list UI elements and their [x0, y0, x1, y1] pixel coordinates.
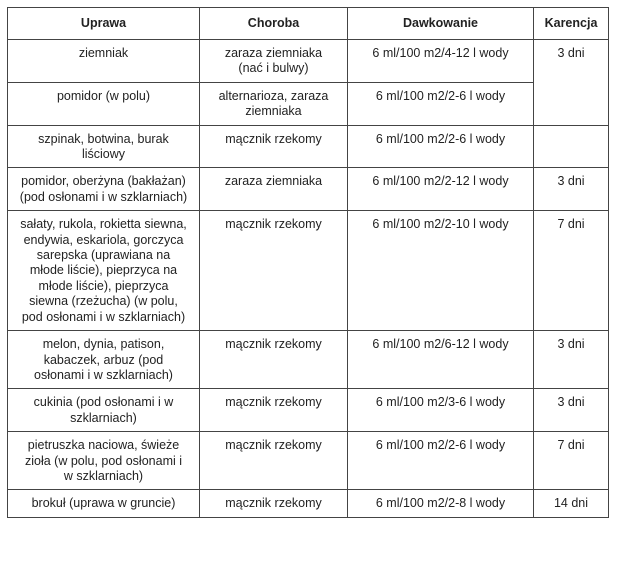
dose-cell: 6 ml/100 m2/2-10 l wody	[348, 211, 534, 331]
crop-cell: pietruszka naciowa, świeże zioła (w polu, pod osłonami i w szklarniach)	[8, 432, 200, 490]
crop-cell: pomidor (w polu)	[8, 82, 200, 125]
crop-cell: brokuł (uprawa w gruncie)	[8, 490, 200, 517]
karencja-cell	[534, 125, 609, 168]
karencja-cell: 7 dni	[534, 432, 609, 490]
header-crop: Uprawa	[8, 8, 200, 40]
crop-cell: ziemniak	[8, 40, 200, 83]
table-row	[8, 168, 609, 211]
karencja-cell: 3 dni	[534, 389, 609, 432]
karencja-cell: 3 dni	[534, 331, 609, 389]
table-row	[8, 389, 609, 432]
disease-cell: alternarioza, zaraza ziemniaka	[200, 82, 348, 125]
table-row	[8, 125, 609, 168]
dose-cell: 6 ml/100 m2/2-12 l wody	[348, 168, 534, 211]
dose-cell: 6 ml/100 m2/2-6 l wody	[348, 82, 534, 125]
crop-cell: pomidor, oberżyna (bakłażan) (pod osłonami i w szklarniach)	[8, 168, 200, 211]
dose-cell: 6 ml/100 m2/3-6 l wody	[348, 389, 534, 432]
header-disease: Choroba	[200, 8, 348, 40]
dose-cell: 6 ml/100 m2/4-12 l wody	[348, 40, 534, 83]
table-row	[8, 211, 609, 331]
header-dose: Dawkowanie	[348, 8, 534, 40]
disease-cell: mącznik rzekomy	[200, 125, 348, 168]
dosage-table	[7, 7, 609, 518]
dose-cell: 6 ml/100 m2/2-6 l wody	[348, 432, 534, 490]
karencja-cell: 3 dni	[534, 168, 609, 211]
dose-cell: 6 ml/100 m2/6-12 l wody	[348, 331, 534, 389]
table-row	[8, 40, 609, 83]
table-row	[8, 432, 609, 490]
header-karencja: Karencja	[534, 8, 609, 40]
crop-cell: sałaty, rukola, rokietta siewna, endywia, eskariola, gorczyca sarepska (uprawiana na młode liście), pieprzyca na młode liście), pieprzyca siewna (rzeżucha) (w polu, pod osłonami i w szklarniach)	[8, 211, 200, 331]
disease-cell: mącznik rzekomy	[200, 490, 348, 517]
disease-cell: zaraza ziemniaka (nać i bulwy)	[200, 40, 348, 83]
karencja-cell: 7 dni	[534, 211, 609, 331]
disease-cell: mącznik rzekomy	[200, 389, 348, 432]
disease-cell: mącznik rzekomy	[200, 432, 348, 490]
disease-cell: mącznik rzekomy	[200, 331, 348, 389]
header-row	[8, 8, 609, 40]
table-row	[8, 331, 609, 389]
dose-cell: 6 ml/100 m2/2-6 l wody	[348, 125, 534, 168]
crop-cell: cukinia (pod osłonami i w szklarniach)	[8, 389, 200, 432]
karencja-cell: 14 dni	[534, 490, 609, 517]
table-row	[8, 490, 609, 517]
crop-cell: szpinak, botwina, burak liściowy	[8, 125, 200, 168]
crop-cell: melon, dynia, patison, kabaczek, arbuz (pod osłonami i w szklarniach)	[8, 331, 200, 389]
table-row	[8, 82, 609, 125]
disease-cell: zaraza ziemniaka	[200, 168, 348, 211]
disease-cell: mącznik rzekomy	[200, 211, 348, 331]
dose-cell: 6 ml/100 m2/2-8 l wody	[348, 490, 534, 517]
karencja-cell: 3 dni	[534, 40, 609, 126]
